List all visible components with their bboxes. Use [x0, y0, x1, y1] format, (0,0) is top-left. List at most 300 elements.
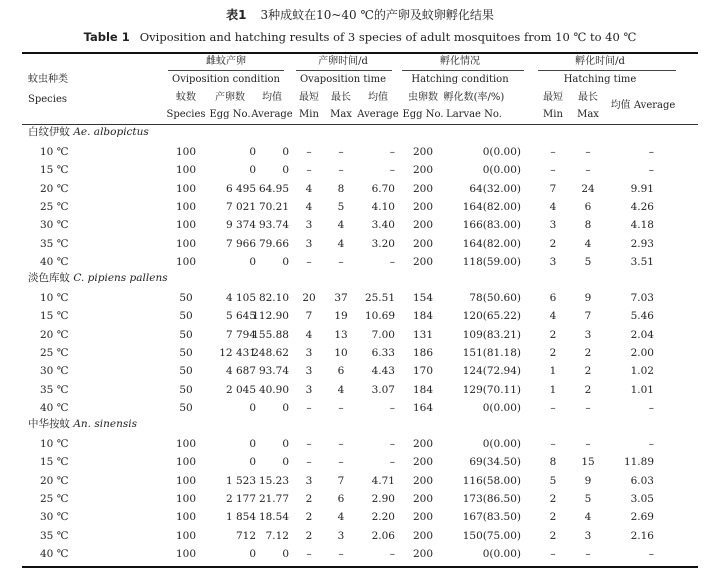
table-cell: 2	[584, 383, 592, 396]
table-cell: 3	[305, 365, 313, 378]
table-cell: 200	[412, 182, 434, 195]
table-cell: 0	[249, 401, 256, 414]
species-group-label	[28, 126, 149, 138]
column-header-en: Species	[166, 109, 206, 120]
table-cell: 93.74	[258, 219, 289, 232]
table-cell: 0	[249, 547, 256, 560]
table-cell: –	[550, 146, 556, 158]
table-cell: –	[585, 547, 591, 560]
table-cell: 7.03	[630, 292, 654, 304]
table-cell: –	[648, 401, 654, 414]
table-cell: –	[648, 438, 654, 450]
table-cell: 3.40	[371, 219, 395, 232]
table-cell: 200	[412, 474, 434, 487]
table-cell: –	[338, 255, 344, 268]
species-name-cn: 淡色库蚊	[28, 272, 70, 284]
table-cell: 100	[175, 492, 197, 505]
table-cell: 3	[305, 474, 313, 487]
caption-cn-label: 表1	[226, 8, 247, 22]
column-header-en: Max	[577, 109, 599, 120]
table-cell: 50	[179, 328, 193, 341]
table-cell: 7 794	[225, 328, 256, 341]
table-cell: 712	[235, 529, 256, 542]
table-cell: 3	[584, 529, 592, 542]
table-cell: –	[389, 547, 395, 560]
table-cell: 24	[581, 182, 595, 195]
table-cell: 167(83.50)	[462, 511, 521, 524]
table-cell: 200	[412, 511, 434, 524]
table-cell: 0	[282, 547, 289, 560]
temperature-cell: 15 ℃	[40, 164, 69, 177]
table-cell: 118(59.00)	[462, 255, 521, 268]
species-name-cn: 中华按蚊	[28, 418, 70, 430]
table-cell: 50	[179, 346, 193, 359]
column-header-cn: 孵化数(率/%)	[443, 92, 505, 103]
table-cell: 0	[282, 456, 289, 469]
temperature-cell: 20 ℃	[40, 328, 69, 341]
table-cell: 164(82.00)	[462, 237, 521, 250]
table-cell: 120(65.22)	[462, 310, 521, 323]
table-cell: 0	[249, 255, 256, 268]
table-cell: 200	[412, 164, 434, 177]
group-header-cn: 孵化情况	[440, 56, 480, 67]
table-cell: –	[389, 456, 395, 469]
table-cell: 7	[305, 310, 313, 323]
table-cell: 200	[412, 146, 434, 158]
table-cell: 155.88	[252, 328, 289, 341]
species-name-latin: C. pipiens pallens	[70, 272, 168, 284]
temperature-cell: 40 ℃	[40, 401, 69, 414]
table-cell: 0	[282, 401, 289, 414]
table-cell: 200	[412, 492, 434, 505]
temperature-cell: 35 ℃	[40, 529, 69, 542]
table-cell: –	[389, 438, 395, 450]
table-cell: 15.23	[258, 474, 289, 487]
table-cell: 11.89	[623, 456, 654, 469]
table-cell: 200	[412, 219, 434, 232]
table-cell: 7.00	[371, 328, 395, 341]
caption-cn	[0, 6, 720, 23]
table-cell: 50	[179, 365, 193, 378]
table-cell: 4 105	[225, 292, 256, 304]
temperature-cell: 40 ℃	[40, 547, 69, 560]
table-cell: 21.77	[258, 492, 289, 505]
column-header-en: Max	[330, 109, 352, 120]
table-cell: 0(0.00)	[482, 438, 521, 450]
table-cell: 0	[282, 164, 289, 177]
table-cell: 4.26	[630, 200, 654, 213]
table-cell: 7 966	[225, 237, 256, 250]
table-cell: –	[306, 164, 312, 177]
temperature-cell: 25 ℃	[40, 492, 69, 505]
table-cell: 8	[584, 219, 592, 232]
table-cell: 2	[305, 492, 313, 505]
group-header-rule	[168, 70, 284, 71]
table-cell: –	[585, 164, 591, 177]
table-cell: –	[550, 547, 556, 560]
table-cell: 4.71	[371, 474, 395, 487]
table-cell: 4	[584, 237, 592, 250]
table-cell: 248.62	[252, 346, 289, 359]
table-cell: 5	[337, 200, 345, 213]
column-header-cn: 最长	[331, 92, 351, 103]
table-cell: 12 431	[219, 346, 256, 359]
column-header-cn: 蚊数	[176, 92, 196, 103]
table-cell: 2.90	[371, 492, 395, 505]
table-cell: 9 374	[225, 219, 256, 232]
caption-en-text: Oviposition and hatching results of 3 species of adult mosquitoes from 10 ℃ to 40 ℃	[139, 30, 637, 44]
group-header-rule	[538, 70, 676, 71]
table-cell: 2	[549, 492, 557, 505]
table-cell: 200	[412, 547, 434, 560]
column-header-cn: 产卵数	[215, 92, 245, 103]
column-header-en: Egg No.	[209, 109, 251, 120]
column-header-en: Min	[299, 109, 319, 120]
table-cell: 100	[175, 529, 197, 542]
table-cell: 25.51	[364, 292, 395, 304]
table-cell: 100	[175, 456, 197, 469]
species-group-label	[28, 272, 168, 284]
table-cell: 0	[249, 438, 256, 450]
table-cell: 8	[337, 182, 345, 195]
table-cell: –	[338, 164, 344, 177]
table-cell: –	[389, 146, 395, 158]
group-header-en: Hatching time	[563, 74, 637, 85]
table-cell: 82.10	[258, 292, 289, 304]
table-cell: 186	[412, 346, 434, 359]
table-cell: 1.01	[630, 383, 654, 396]
temperature-cell: 10 ℃	[40, 292, 69, 304]
table-cell: 2.93	[630, 237, 654, 250]
temperature-cell: 20 ℃	[40, 474, 69, 487]
table-cell: –	[585, 438, 591, 450]
table-cell: 184	[412, 310, 434, 323]
table-cell: 37	[334, 292, 348, 304]
table-cell: 3	[337, 529, 345, 542]
table-cell: 2	[305, 511, 313, 524]
table-cell: 0(0.00)	[482, 401, 521, 414]
table-cell: 1 523	[225, 474, 256, 487]
column-header-cn: 虫卵数	[408, 92, 438, 103]
column-header: 均值 Average	[610, 100, 676, 111]
table-cell: 100	[175, 255, 197, 268]
table-cell: 50	[179, 383, 193, 396]
table-cell: 3	[549, 255, 557, 268]
table-cell: 2.00	[630, 346, 654, 359]
table-cell: 4	[337, 511, 345, 524]
table-cell: 20	[302, 292, 316, 304]
table-cell: 100	[175, 237, 197, 250]
table-cell: 100	[175, 182, 197, 195]
column-header-cn: 均值	[368, 92, 388, 103]
table-cell: 6.33	[371, 346, 395, 359]
caption-en	[0, 30, 720, 44]
table-cell: 4	[305, 200, 313, 213]
top-rule	[22, 52, 698, 54]
table-cell: 8	[549, 456, 557, 469]
group-header-cn: 雌蚊产卵	[206, 56, 246, 67]
caption-en-label: Table 1	[83, 30, 130, 44]
column-header-en: Average	[251, 109, 293, 120]
table-cell: 7.12	[265, 529, 289, 542]
temperature-cell: 15 ℃	[40, 456, 69, 469]
table-cell: 3	[305, 346, 313, 359]
table-cell: 6.70	[371, 182, 395, 195]
table-cell: 150(75.00)	[462, 529, 521, 542]
table-cell: –	[338, 547, 344, 560]
table-cell: 164	[412, 401, 434, 414]
temperature-cell: 25 ℃	[40, 200, 69, 213]
table-cell: 100	[175, 511, 197, 524]
table-cell: 2	[584, 346, 592, 359]
column-header-cn: 最短	[543, 92, 563, 103]
table-cell: 40.90	[258, 383, 289, 396]
table-cell: 100	[175, 219, 197, 232]
table-cell: 2	[305, 529, 313, 542]
table-cell: 93.74	[258, 365, 289, 378]
table-cell: 200	[412, 255, 434, 268]
column-header-en: Average	[357, 109, 399, 120]
temperature-cell: 25 ℃	[40, 346, 69, 359]
table-cell: 3	[549, 219, 557, 232]
table-cell: 3.05	[630, 492, 654, 505]
table-cell: 109(83.21)	[462, 328, 521, 341]
header-species-en: Species	[28, 94, 68, 105]
table-cell: 50	[179, 310, 193, 323]
table-cell: 2 045	[225, 383, 256, 396]
table-cell: 6	[549, 292, 557, 304]
table-cell: 0(0.00)	[482, 547, 521, 560]
table-cell: 100	[175, 438, 197, 450]
table-cell: 112.90	[252, 310, 289, 323]
table-cell: 170	[412, 365, 434, 378]
table-cell: 2	[549, 237, 557, 250]
table-cell: –	[585, 401, 591, 414]
table-cell: 2	[549, 328, 557, 341]
table-cell: 5.46	[630, 310, 654, 323]
table-cell: 5	[584, 255, 592, 268]
table-cell: –	[389, 164, 395, 177]
table-cell: 1	[549, 365, 557, 378]
table-cell: 2	[584, 365, 592, 378]
table-cell: 2	[549, 529, 557, 542]
table-cell: –	[550, 164, 556, 177]
table-cell: –	[306, 146, 312, 158]
table-cell: 3.20	[371, 237, 395, 250]
table-cell: 7	[584, 310, 592, 323]
table-cell: 64(32.00)	[469, 182, 521, 195]
table-cell: 100	[175, 474, 197, 487]
column-header-cn: 最短	[299, 92, 319, 103]
table-cell: –	[550, 438, 556, 450]
table-cell: 184	[412, 383, 434, 396]
table-cell: 9.91	[630, 182, 654, 195]
temperature-cell: 40 ℃	[40, 255, 69, 268]
bottom-rule	[22, 566, 698, 568]
temperature-cell: 30 ℃	[40, 511, 69, 524]
table-cell: 6	[337, 365, 345, 378]
table-cell: 200	[412, 237, 434, 250]
table-cell: 7 021	[225, 200, 256, 213]
table-cell: –	[306, 401, 312, 414]
table-cell: 200	[412, 529, 434, 542]
table-cell: 0(0.00)	[482, 146, 521, 158]
table-cell: 78(50.60)	[469, 292, 521, 304]
group-header-en: Oviposition condition	[172, 74, 280, 85]
table-cell: –	[648, 146, 654, 158]
table-cell: 116(58.00)	[462, 474, 521, 487]
table-cell: –	[306, 456, 312, 469]
table-cell: 166(83.00)	[462, 219, 521, 232]
header-species-cn: 蚊虫种类	[28, 74, 68, 85]
table-cell: 5 645	[225, 310, 256, 323]
table-cell: 131	[412, 328, 434, 341]
table-cell: 129(70.11)	[462, 383, 521, 396]
table-cell: 7	[549, 182, 557, 195]
group-header-en: Hatching condition	[411, 74, 509, 85]
header-bottom-rule	[22, 124, 698, 125]
table-cell: 6.03	[630, 474, 654, 487]
table-cell: 4	[549, 200, 557, 213]
table-cell: –	[648, 547, 654, 560]
table-cell: 100	[175, 547, 197, 560]
table-cell: 4	[549, 310, 557, 323]
table-cell: 4	[337, 383, 345, 396]
table-cell: 173(86.50)	[462, 492, 521, 505]
table-cell: 5	[584, 492, 592, 505]
group-header-en: Ovaposition time	[299, 74, 387, 85]
table-cell: 0	[282, 438, 289, 450]
table-cell: 3.51	[630, 255, 654, 268]
table-cell: 2.04	[630, 328, 654, 341]
table-cell: 70.21	[258, 200, 289, 213]
table-cell: 13	[334, 328, 348, 341]
table-cell: 50	[179, 292, 193, 304]
table-cell: 200	[412, 456, 434, 469]
table-cell: 15	[581, 456, 595, 469]
table-cell: 4	[337, 219, 345, 232]
table-cell: 4	[337, 237, 345, 250]
table-cell: –	[306, 438, 312, 450]
table-cell: –	[389, 255, 395, 268]
table-cell: 18.54	[258, 511, 289, 524]
group-header-rule	[296, 70, 392, 71]
table-cell: 164(82.00)	[462, 200, 521, 213]
temperature-cell: 20 ℃	[40, 182, 69, 195]
temperature-cell: 30 ℃	[40, 365, 69, 378]
table-cell: 2	[549, 511, 557, 524]
table-cell: 2.16	[630, 529, 654, 542]
table-cell: 1 854	[225, 511, 256, 524]
temperature-cell: 35 ℃	[40, 237, 69, 250]
column-header-en: Min	[543, 109, 563, 120]
table-cell: 1	[549, 383, 557, 396]
group-header-cn: 产卵时间/d	[318, 56, 368, 67]
species-name-cn: 白纹伊蚊	[28, 126, 70, 138]
table-cell: 1.02	[630, 365, 654, 378]
table-cell: 0	[249, 456, 256, 469]
column-header-cn: 最长	[578, 92, 598, 103]
table-cell: 200	[412, 438, 434, 450]
table-cell: 0(0.00)	[482, 164, 521, 177]
table-cell: 7	[337, 474, 345, 487]
table-cell: –	[306, 255, 312, 268]
table-cell: 79.66	[258, 237, 289, 250]
table-cell: 4.43	[371, 365, 395, 378]
temperature-cell: 35 ℃	[40, 383, 69, 396]
table-cell: –	[389, 401, 395, 414]
temperature-cell: 30 ℃	[40, 219, 69, 232]
column-header-cn: 均值	[262, 92, 282, 103]
table-cell: 151(81.18)	[462, 346, 521, 359]
table-cell: 9	[584, 292, 592, 304]
group-header-rule	[402, 70, 524, 71]
table-cell: 6	[337, 492, 345, 505]
table-cell: 100	[175, 146, 197, 158]
table-cell: 9	[584, 474, 592, 487]
table-cell: –	[550, 401, 556, 414]
table-cell: 154	[412, 292, 434, 304]
table-cell: 4	[305, 328, 313, 341]
table-cell: 0	[282, 146, 289, 158]
table-cell: –	[338, 456, 344, 469]
table-cell: 10	[334, 346, 348, 359]
table-cell: 100	[175, 200, 197, 213]
table-cell: 2 177	[225, 492, 256, 505]
table-cell: –	[306, 547, 312, 560]
group-header-cn: 孵化时间/d	[575, 56, 625, 67]
table-cell: 0	[249, 146, 256, 158]
table-cell: 4 687	[225, 365, 256, 378]
temperature-cell: 15 ℃	[40, 310, 69, 323]
table-cell: 0	[282, 255, 289, 268]
table-cell: 0	[249, 164, 256, 177]
temperature-cell: 10 ℃	[40, 438, 69, 450]
table-cell: 19	[334, 310, 348, 323]
table-cell: –	[338, 438, 344, 450]
table-cell: 2.20	[371, 511, 395, 524]
table-cell: 100	[175, 164, 197, 177]
table-cell: 4	[305, 182, 313, 195]
column-header-en: Larvae No.	[446, 109, 502, 120]
table-cell: 4	[584, 511, 592, 524]
table-cell: 69(34.50)	[469, 456, 521, 469]
table-cell: 6 495	[225, 182, 256, 195]
temperature-cell: 10 ℃	[40, 146, 69, 158]
table-cell: 2.69	[630, 511, 654, 524]
species-name-latin: Ae. albopictus	[70, 126, 149, 138]
table-cell: –	[648, 164, 654, 177]
table-cell: 3	[305, 383, 313, 396]
caption-cn-text: 3种成蚊在10~40 ℃的产卵及蚊卵孵化结果	[260, 8, 494, 22]
table-cell: –	[585, 146, 591, 158]
table-cell: 3	[305, 219, 313, 232]
table-cell: –	[338, 146, 344, 158]
table-cell: 124(72.94)	[462, 365, 521, 378]
table-cell: 3	[584, 328, 592, 341]
table-cell: 200	[412, 200, 434, 213]
table-cell: 6	[584, 200, 592, 213]
species-name-latin: An. sinensis	[70, 418, 137, 430]
table-cell: 2.06	[371, 529, 395, 542]
table-cell: 3	[305, 237, 313, 250]
table-cell: 2	[549, 346, 557, 359]
table-cell: 50	[179, 401, 193, 414]
column-header-en: Egg No.	[402, 109, 444, 120]
table-cell: 5	[549, 474, 557, 487]
species-group-label	[28, 418, 137, 430]
table-cell: 64.95	[258, 182, 289, 195]
